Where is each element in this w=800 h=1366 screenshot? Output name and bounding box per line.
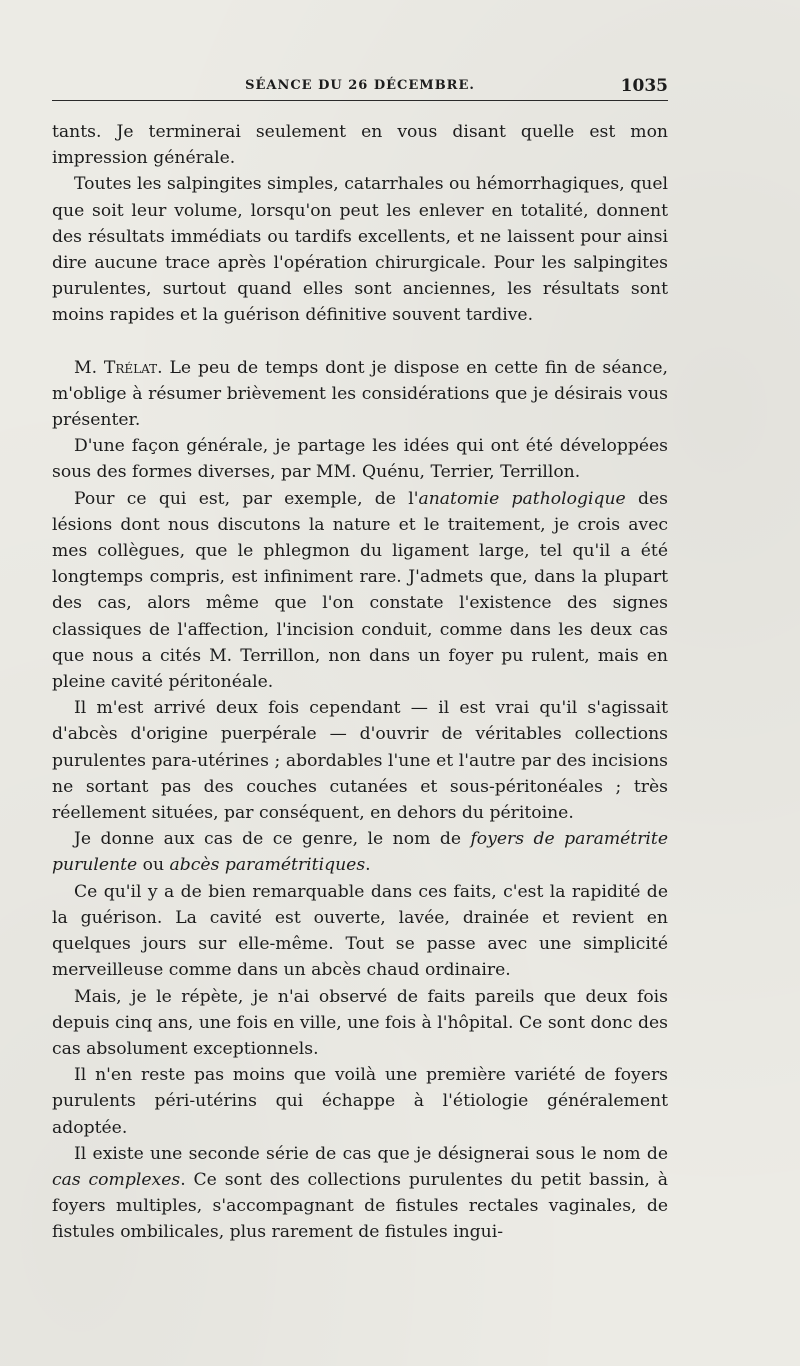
paragraph <box>52 119 668 171</box>
speaker-name: M. Trélat. <box>74 357 163 378</box>
italic-term: cas complexes <box>52 1169 181 1190</box>
page <box>52 72 668 1246</box>
paragraph <box>52 1141 668 1246</box>
paragraph <box>52 1062 668 1141</box>
paragraph <box>52 695 668 826</box>
italic-term: abcès paramétritiques <box>169 855 366 876</box>
page-number: 1035 <box>620 76 668 96</box>
paragraph-text: Le peu de temps dont je dispose en cette fin de séance, m'oblige à résumer brièvement les considérations que je désirais vous présenter. <box>52 357 668 431</box>
paragraph-text: Toutes les salpingites simples, catarrhales ou hémorrhagiques, quel que soit leur volume, lorsqu'on peut les enlever en totalité, donnent des résultats immédiats ou tardifs excellents, et ne laissent pour ainsi dire aucune trace après l'opération chirurgicale. Pour les salpingites purulentes, surtout quand elles sont anciennes, les résultats sont moins rapides et la guérison définitive souvent tardive. <box>52 174 668 326</box>
italic-term: foyers de paramétrite purulente <box>52 829 668 876</box>
paragraph-text: . Ce sont des collections purulentes du petit bassin, à foyers multiples, s'accompagnant de fistules rectales vaginales, de fistules ombilicales, plus rarement de fistules ingui- <box>52 1169 668 1243</box>
italic-term: anatomie pathologique <box>418 488 626 509</box>
paragraph-text: Il n'en reste pas moins que voilà une première variété de foyers purulents péri-utérins qui échappe à l'étiologie généralement adoptée. <box>52 1065 668 1138</box>
paragraph <box>52 826 668 878</box>
paragraph <box>52 486 668 696</box>
paragraph-text: tants. Je terminerai seulement en vous disant quelle est mon impression générale. <box>52 122 668 169</box>
paragraph-text: Ce qu'il y a de bien remarquable dans ces faits, c'est la rapidité de la guérison. La cavité est ouverte, lavée, drainée et revient en quelques jours sur elle-même. Tout se passe avec une simplicité merveilleuse comme dans un abcès chaud ordinaire. <box>52 881 668 981</box>
paragraph-text: . <box>365 855 371 876</box>
paragraph <box>52 433 668 485</box>
paragraph-text: Je donne aux cas de ce genre, le nom de <box>74 829 471 850</box>
paragraph-text: Il existe une seconde série de cas que je désignerai sous le nom de <box>74 1143 668 1164</box>
paragraph <box>52 879 668 984</box>
paragraph-text: ou <box>137 855 170 876</box>
page-header <box>52 72 668 101</box>
paragraph-text: Il m'est arrivé deux fois cependant — il est vrai qu'il s'agissait d'abcès d'origine puerpérale — d'ouvrir de véritables collections purulentes para-utérines ; abordables l'une et l'autre par des incisions ne sortant pas des couches cutanées et sous-péritonéales ; très réellement situées, par conséquent, en dehors du péritoine. <box>52 698 668 824</box>
paragraph-text: Mais, je le répète, je n'ai observé de faits pareils que deux fois depuis cinq ans, une fois en ville, une fois à l'hôpital. Ce sont donc des cas absolument exceptionnels. <box>52 986 668 1059</box>
paragraph-text: des lésions dont nous discutons la nature et le traitement, je crois avec mes collègues, que le phlegmon du ligament large, tel qu'il a été longtemps compris, est infiniment rare. J'admets que, dans la plupart des cas, alors même que l'on constate l'existence des signes classiques de l'affection, l'incision conduit, comme dans les deux cas que nous a cités M. Terrillon, non dans un foyer pu rulent, mais en pleine cavité péritonéale. <box>52 488 668 693</box>
paragraph-text: D'une façon générale, je partage les idées qui ont été développées sous des formes diverses, par MM. Quénu, Terrier, Terrillon. <box>52 436 668 483</box>
paragraph <box>52 984 668 1063</box>
paragraph <box>52 355 668 434</box>
paragraph-text: Pour ce qui est, par exemple, de l' <box>74 488 419 509</box>
body-text <box>52 119 668 1246</box>
paragraph <box>52 171 668 328</box>
running-head: SÉANCE DU 26 DÉCEMBRE. <box>245 78 475 93</box>
